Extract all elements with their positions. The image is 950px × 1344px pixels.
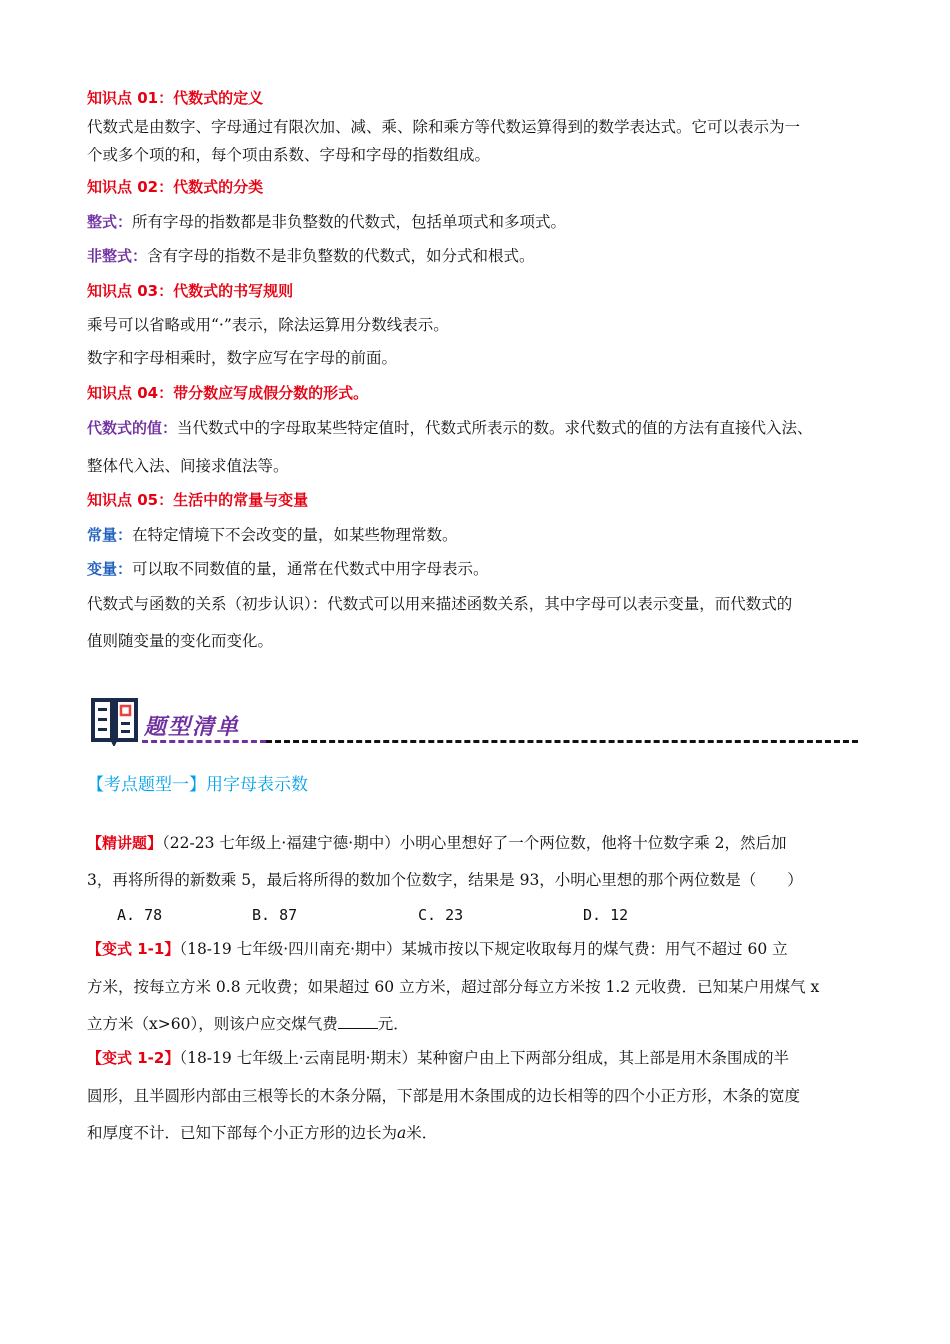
- q3-line-1: [87, 1048, 789, 1068]
- question-tag: 【精讲题】: [87, 834, 163, 852]
- k4-title: 知识点 04：带分数应写成假分数的形式。: [87, 384, 369, 402]
- k5-item-2: [87, 559, 489, 579]
- option-a[interactable]: A. 78: [117, 906, 163, 924]
- option-c[interactable]: C. 23: [418, 906, 464, 924]
- question-tag: 【变式 1-1】: [87, 940, 180, 958]
- option-d[interactable]: D. 12: [583, 906, 629, 924]
- question-text: （18-19 七年级上·云南昆明·期末）某种窗户由上下两部分组成，其上部是用木条围成的半: [179, 1049, 790, 1067]
- book-icon: [90, 696, 140, 746]
- question-text: 元．: [377, 1015, 409, 1033]
- definition: 当代数式中的字母取某些特定值时，代数式所表示的数。求代数式的值的方法有直接代入法、: [177, 419, 813, 437]
- section-title: 题型清单: [144, 714, 241, 740]
- k2-item-1: [87, 212, 566, 232]
- q2-line-2: 方米，按每立方米 0.8 元收费；如果超过 60 立方米，超过部分每立方米按 1.2 元收费．已知某户用煤气 x: [87, 978, 820, 996]
- k5-text-1: 代数式与函数的关系（初步认识）：代数式可以用来描述函数关系，其中字母可以表示变量，而代数式的: [87, 595, 793, 613]
- q3-line-3: [87, 1123, 437, 1143]
- term: 变量：: [87, 560, 133, 578]
- q2-line-3: [87, 1014, 409, 1034]
- term: 整式：: [87, 213, 133, 231]
- question-text: 米．: [406, 1124, 438, 1142]
- question-text: 立方米（x>60），则该户应交煤气费: [87, 1015, 338, 1033]
- definition: 在特定情境下不会改变的量，如某些物理常数。: [132, 526, 458, 544]
- divider: [142, 740, 266, 743]
- variable: a: [397, 1124, 407, 1142]
- term: 非整式：: [87, 247, 148, 265]
- definition: 含有字母的指数不是非负整数的代数式，如分式和根式。: [147, 247, 535, 265]
- definition: 可以取不同数值的量，通常在代数式中用字母表示。: [132, 560, 489, 578]
- answer-blank[interactable]: [338, 1014, 378, 1029]
- k3-text-1: 乘号可以省略或用“·”表示，除法运算用分数线表示。: [87, 316, 449, 334]
- divider: [266, 740, 858, 743]
- k4-text-2: 整体代入法、间接求值法等。: [87, 457, 289, 475]
- definition: 所有字母的指数都是非负整数的代数式，包括单项式和多项式。: [132, 213, 567, 231]
- k5-title: 知识点 05：生活中的常量与变量: [87, 491, 309, 509]
- q1-line-2: 3，再将所得的新数乘 5，最后将所得的数加个位数字，结果是 93，小明心里想的那个两位数是（ ）: [87, 871, 803, 889]
- k4-item-1: [87, 418, 813, 438]
- k3-text-2: 数字和字母相乘时，数字应写在字母的前面。: [87, 349, 398, 367]
- q1-line-1: [87, 833, 787, 853]
- question-text: 和厚度不计．已知下部每个小正方形的边长为: [87, 1124, 398, 1142]
- k5-text-2: 值则随变量的变化而变化。: [87, 632, 274, 650]
- k1-title: 知识点 01：代数式的定义: [87, 89, 264, 107]
- option-b[interactable]: B. 87: [252, 906, 298, 924]
- question-text: （22-23 七年级上·福建宁德·期中）小明心里想好了一个两位数，他将十位数字乘 2，然后加: [162, 834, 787, 852]
- term: 常量：: [87, 526, 133, 544]
- type-heading: 【考点题型一】用字母表示数: [87, 775, 308, 795]
- q2-line-1: [87, 939, 788, 959]
- q3-line-2: 圆形，且半圆形内部由三根等长的木条分隔，下部是用木条围成的边长相等的四个小正方形，木条的宽度: [87, 1087, 801, 1105]
- section-header: [90, 696, 860, 748]
- question-tag: 【变式 1-2】: [87, 1049, 180, 1067]
- k1-text-2: 个或多个项的和，每个项由系数、字母和字母的指数组成。: [87, 146, 491, 164]
- k3-title: 知识点 03：代数式的书写规则: [87, 282, 294, 300]
- k1-text-1: 代数式是由数字、字母通过有限次加、减、乘、除和乘方等代数运算得到的数学表达式。它可以表示为一: [87, 118, 801, 136]
- question-text: （18-19 七年级·四川南充·期中）某城市按以下规定收取每月的煤气费：用气不超过 60 立: [179, 940, 788, 958]
- k2-item-2: [87, 246, 535, 266]
- k5-item-1: [87, 525, 458, 545]
- term: 代数式的值：: [87, 419, 178, 437]
- k2-title: 知识点 02：代数式的分类: [87, 178, 264, 196]
